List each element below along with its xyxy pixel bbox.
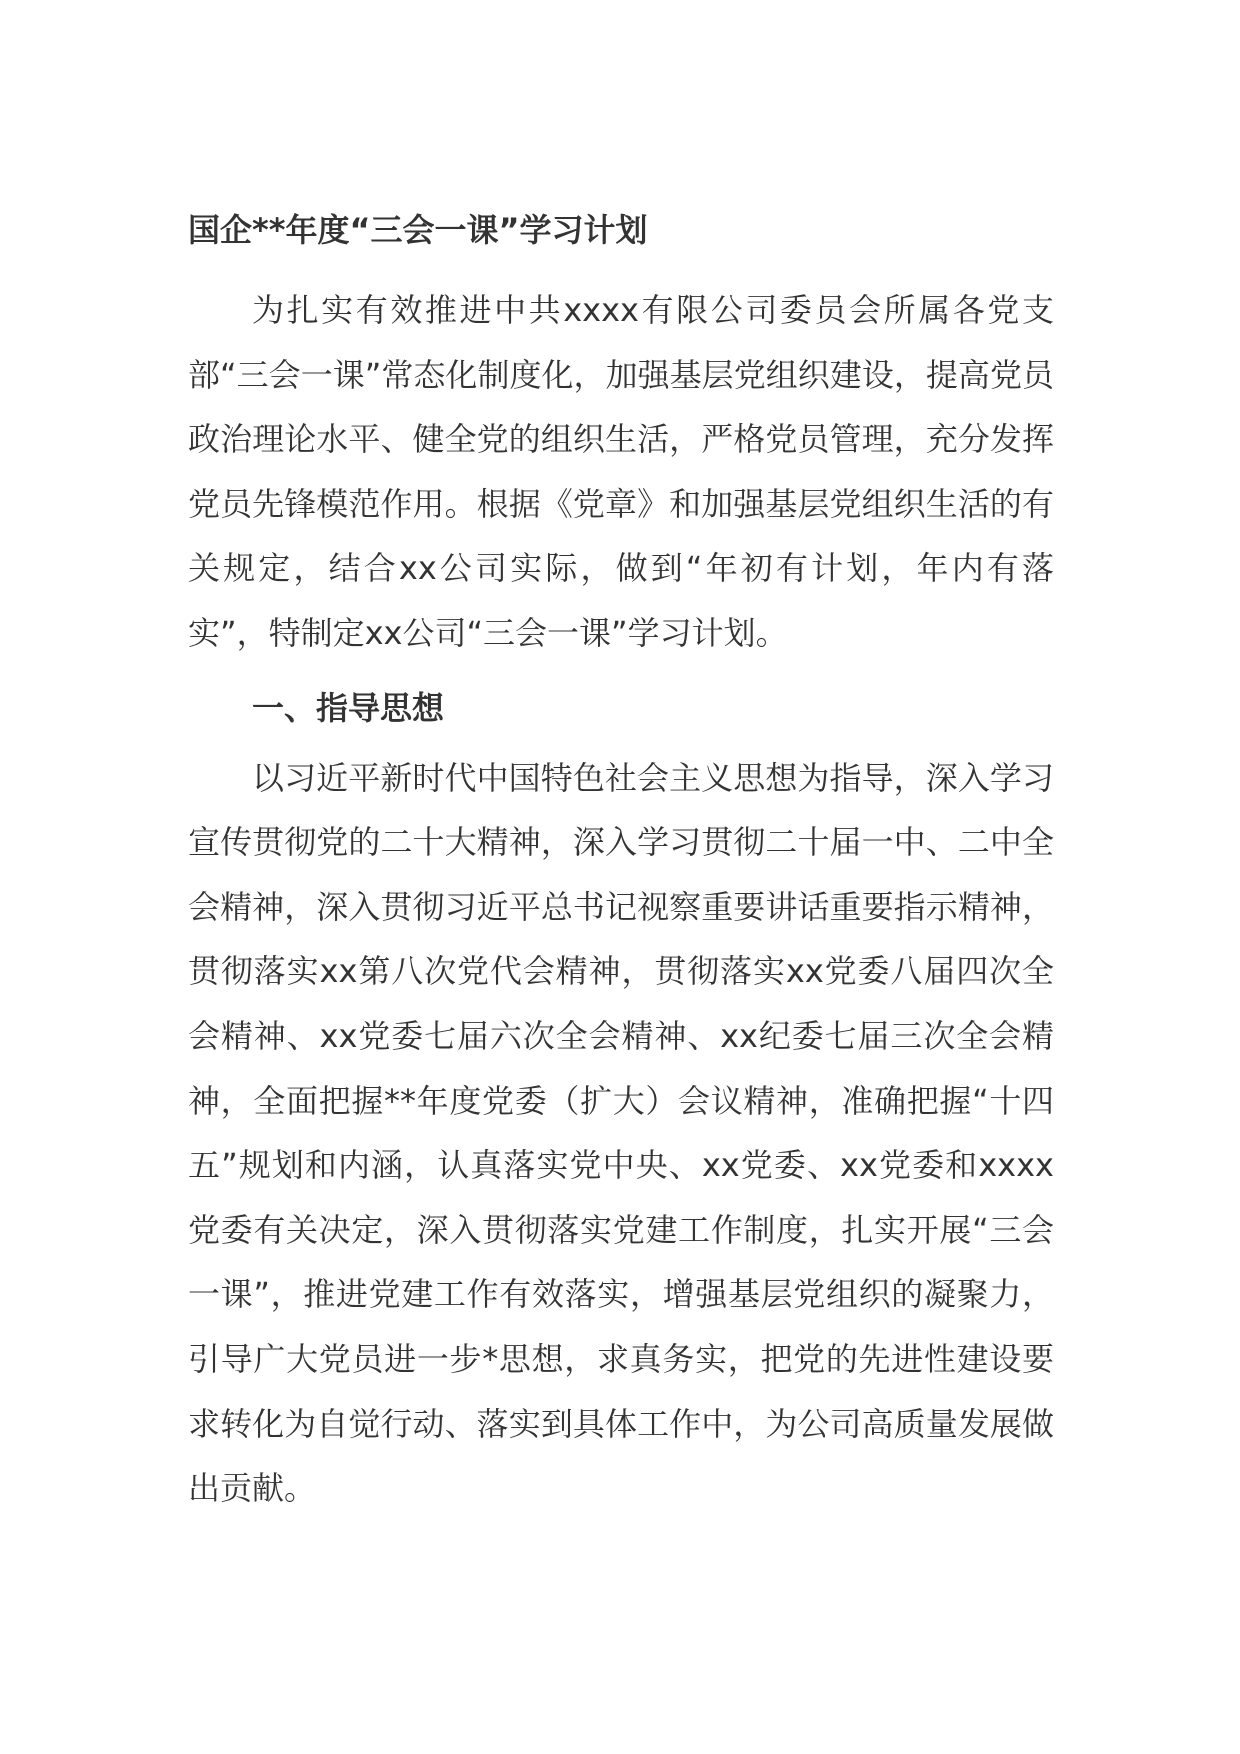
intro-paragraph: 为扎实有效推进中共xxxx有限公司委员会所属各党支部“三会一课”常态化制度化，加强基层党组织建设，提高党员政治理论水平、健全党的组织生活，严格党员管理，充分发挥党员先锋模范作用。根据《党章》和加强基层党组织生活的有关规定，结合xx公司实际，做到“年初有计划，年内有落实”，特制定xx公司“三会一课”学习计划。 [188, 291, 1054, 652]
document-body [188, 198, 1054, 1521]
document-title: 国企**年度“三会一课”学习计划 [188, 211, 648, 249]
section-paragraph-guiding-ideology: 以习近平新时代中国特色社会主义思想为指导，深入学习宣传贯彻党的二十大精神，深入学习贯彻二十届一中、二中全会精神，深入贯彻习近平总书记视察重要讲话重要指示精神，贯彻落实xx第八次党代会精神，贯彻落实xx党委八届四次全会精神、xx党委七届六次全会精神、xx纪委七届三次全会精神，全面把握**年度党委（扩大）会议精神，准确把握“十四五”规划和内涵，认真落实党中央、xx党委、xx党委和xxxx党委有关决定，深入贯彻落实党建工作制度，扎实开展“三会一课”，推进党建工作有效落实，增强基层党组织的凝聚力，引导广大党员进一步*思想，求真务实，把党的先进性建设要求转化为自觉行动、落实到具体工作中，为公司高质量发展做出贡献。 [188, 758, 1054, 1508]
section-heading-guiding-ideology: 一、指导思想 [252, 688, 445, 727]
